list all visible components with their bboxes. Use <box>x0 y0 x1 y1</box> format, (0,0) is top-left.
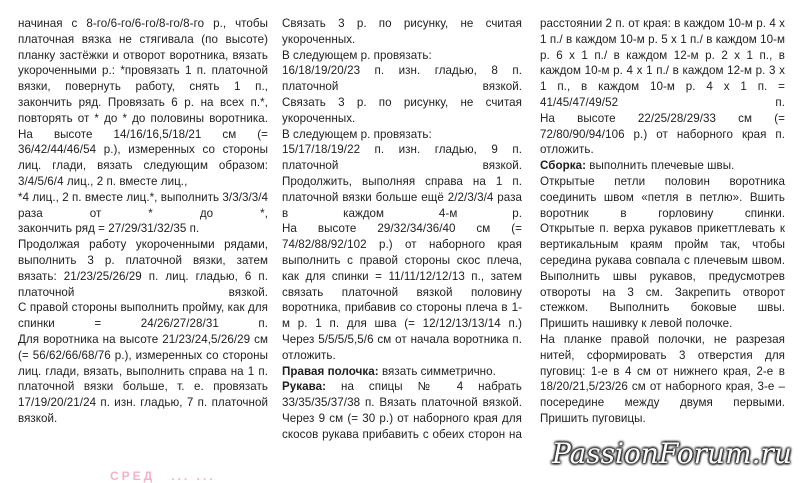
watermark: PassionForum.ru <box>552 437 792 470</box>
section-heading: Правая полочка: <box>282 364 379 378</box>
paragraph-text: 15/17/18/19/22 п. изн. гладью, 9 п. платочной вязкой. <box>282 143 522 173</box>
cutoff-fragment: ... ... <box>171 469 216 483</box>
paragraph-text: Через 5/5/5/5,5/6 см от начала воротника п. отложить. <box>282 332 522 362</box>
section-heading: Сборка: <box>540 159 587 173</box>
paragraph <box>282 364 522 380</box>
paragraph <box>540 316 785 332</box>
paragraph <box>282 411 522 443</box>
paragraph-text: Открытые петли половин воротника соединить швом «петля в петлю». Вшить воротник в горловину спинки. <box>540 174 785 220</box>
paragraph <box>540 158 785 174</box>
paragraph-text: Связать 3 р. по рисунку, не считая укороченных. <box>282 17 522 46</box>
paragraph <box>540 174 785 221</box>
paragraph <box>18 190 268 222</box>
paragraph-text: На высоте 22/25/28/29/33 см (= 72/80/90/94/106 р.) от наборного края п. отложить. <box>540 111 785 157</box>
paragraph <box>282 127 522 143</box>
paragraph <box>18 16 268 127</box>
text-column-3 <box>540 16 785 427</box>
paragraph <box>282 63 522 95</box>
paragraph-text: Пришить нашивку к левой полочке. <box>540 317 733 331</box>
paragraph <box>282 379 522 411</box>
paragraph-text: Продолжая работу укороченными рядами, выполнить 3 р. платочной вязки, затем вязать: 21/23/25/26/29 п. лиц. гладью, 6 п. платочной вязкой. <box>18 238 268 299</box>
paragraph-text: Через 9 см (= 30 р.) от наборного края для скосов рукава прибавить с обеих сторон на <box>282 411 522 441</box>
paragraph-text: 16/18/19/20/23 п. изн. гладью, 8 п. платочной вязкой. <box>282 64 522 94</box>
paragraph-text: начиная с 8-го/6-го/6-го/8-го/8-го р., чтобы платочная вязка не стягивала (по высоте) планку застёжки и отворот воротника, вязать укороченными р.: *провязать 1 п. платочной вязки, повернуть работу, снять 1 п., закончить ряд. Провязать 6 р. на всех п.*, повторять от * до * до половины воротника. <box>18 17 268 125</box>
paragraph <box>18 127 268 174</box>
paragraph <box>18 237 268 300</box>
paragraph-text: *4 лиц., 2 п. вместе лиц.*, выполнить 3/3/3/3/4 раза от * до *, <box>18 190 268 220</box>
paragraph-text: В следующем р. провязать: <box>282 127 432 141</box>
paragraph <box>282 16 522 48</box>
paragraph-text: На высоте 29/32/34/36/40 см (= 74/82/88/92/102 р.) от наборного края выполнить с правой стороны скос плеча, как для спинки = 11/11/12/12/13 п., затем связать платочной вязкой половину воротника, прибавив со стороны плеча в 1-м р. 1 п. для шва (= 12/12/13/13/14 п.) <box>282 222 522 331</box>
paragraph <box>282 332 522 364</box>
paragraph <box>282 142 522 174</box>
cutoff-fragment: СРЕД <box>110 469 156 483</box>
paragraph <box>282 48 522 64</box>
paragraph <box>540 332 785 411</box>
paragraph-text: Продолжить, выполняя справа на 1 п. платочной вязки больше ещё 2/2/3/3/4 раза в каждом 4-м р. <box>282 174 522 220</box>
paragraph <box>18 332 268 427</box>
paragraph-text: На планке правой полочки, не разрезая нитей, сформировать 3 отверстия для пуговиц: 1-е в 4 см от нижнего края, 2-е в 18/20/21,5/23/26 см от наборного края, 3-е – посередине между двумя первыми. <box>540 332 785 410</box>
paragraph-text: Связать 3 р. по рисунку, не считая укороченных. <box>282 95 522 125</box>
paragraph-text: Открытые п. верха рукавов прикеттлевать к вертикальным краям пройм так, чтобы середина рукава совпала с плечевым швом. Выполнить швы рукавов, предусмотрев отвороты на 3 см. Закрепить отворот стежком. Выполнить боковые швы. <box>540 222 785 315</box>
paragraph-text: вязать симметрично. <box>378 364 496 378</box>
paragraph-text: На высоте 14/16/16,5/18/21 см (= 36/42/44/46/54 р.), измеренных со стороны лиц. глади, вязать следующим образом: <box>18 127 268 173</box>
paragraph <box>540 16 785 111</box>
text-column-1 <box>18 16 268 427</box>
paragraph-text: 3/4/5/6/4 лиц., 2 п. вместе лиц., <box>18 174 188 188</box>
paragraph <box>282 95 522 127</box>
paragraph <box>540 221 785 316</box>
paragraph <box>18 174 268 190</box>
text-column-2 <box>282 16 522 443</box>
paragraph-text: закончить ряд = 27/29/31/32/35 п. <box>18 222 200 236</box>
paragraph-text: Для воротника на высоте 21/23/24,5/26/29 см (= 56/62/66/68/76 р.), измеренных со стороны лиц. глади, вязать, выполнить справа на 1 п. платочной вязки больше, т. е. провязать 17/19/20/21/24 п. изн. гладью, 7 п. платочной вязкой. <box>18 332 268 425</box>
paragraph <box>540 411 785 427</box>
section-heading: Рукава: <box>282 380 327 394</box>
paragraph <box>282 174 522 221</box>
cutoff-heading <box>110 469 232 483</box>
paragraph <box>18 221 268 237</box>
paragraph-text: Пришить пуговицы. <box>540 411 646 425</box>
paragraph <box>18 300 268 332</box>
paragraph-text: расстоянии 2 п. от края: в каждом 10-м р. 4 х 1 п./ в каждом 10-м р. 5 х 1 п./ в каждом 10-м р. 6 х 1 п./ в каждом 12-м р. 2 х 1 п., в каждом 10-м р. 4 х 1 п./ в каждом 12-м р. 3 х 1 п., в каждом 10-м р. 4 х 1 п. = 41/45/47/49/52 п. <box>540 17 785 109</box>
paragraph <box>282 221 522 332</box>
paragraph-text: В следующем р. провязать: <box>282 48 432 62</box>
paragraph-text: на спицы № 4 набрать 33/35/35/37/38 п. Вязать платочной вязкой. <box>282 380 522 410</box>
paragraph-text: С правой стороны выполнить пройму, как для спинки = 24/26/27/28/31 п. <box>18 301 268 331</box>
paragraph <box>540 111 785 158</box>
paragraph-text: выполнить плечевые швы. <box>586 159 735 173</box>
